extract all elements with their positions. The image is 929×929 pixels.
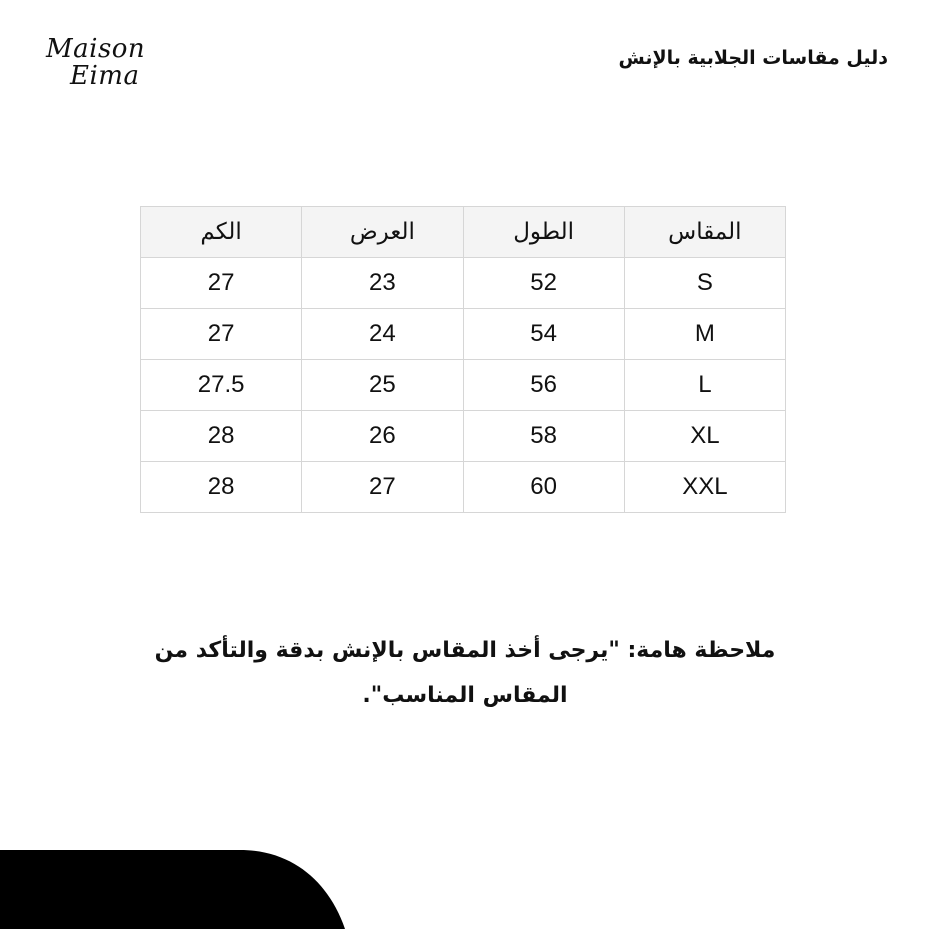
cell-size: XL	[624, 411, 785, 462]
cell-size: M	[624, 309, 785, 360]
brand-logo-line2: Eima	[70, 61, 140, 91]
size-chart-table	[140, 206, 786, 513]
cell-sleeve: 27	[141, 258, 302, 309]
decorative-corner-shape	[0, 850, 345, 929]
column-header-length: الطول	[463, 207, 624, 258]
page-title: دليل مقاسات الجلابية بالإنش	[618, 47, 888, 69]
cell-width: 25	[302, 360, 463, 411]
important-note: ملاحظة هامة: "يرجى أخذ المقاس بالإنش بدقة والتأكد من المقاس المناسب".	[154, 638, 776, 708]
cell-width: 23	[302, 258, 463, 309]
cell-width: 27	[302, 462, 463, 513]
cell-length: 56	[463, 360, 624, 411]
cell-sleeve: 27	[141, 309, 302, 360]
brand-logo	[44, 34, 174, 94]
cell-length: 58	[463, 411, 624, 462]
cell-width: 24	[302, 309, 463, 360]
cell-sleeve: 28	[141, 411, 302, 462]
cell-size: L	[624, 360, 785, 411]
table-row	[141, 309, 786, 360]
cell-length: 52	[463, 258, 624, 309]
column-header-sleeve: الكم	[141, 207, 302, 258]
table-row	[141, 258, 786, 309]
cell-sleeve: 28	[141, 462, 302, 513]
column-header-size: المقاس	[624, 207, 785, 258]
brand-logo-line1: Maison	[46, 34, 146, 64]
cell-length: 60	[463, 462, 624, 513]
column-header-width: العرض	[302, 207, 463, 258]
table-header-row	[141, 207, 786, 258]
cell-sleeve: 27.5	[141, 360, 302, 411]
cell-size: XXL	[624, 462, 785, 513]
cell-width: 26	[302, 411, 463, 462]
table-row	[141, 411, 786, 462]
table-row	[141, 360, 786, 411]
cell-length: 54	[463, 309, 624, 360]
cell-size: S	[624, 258, 785, 309]
table-row	[141, 462, 786, 513]
